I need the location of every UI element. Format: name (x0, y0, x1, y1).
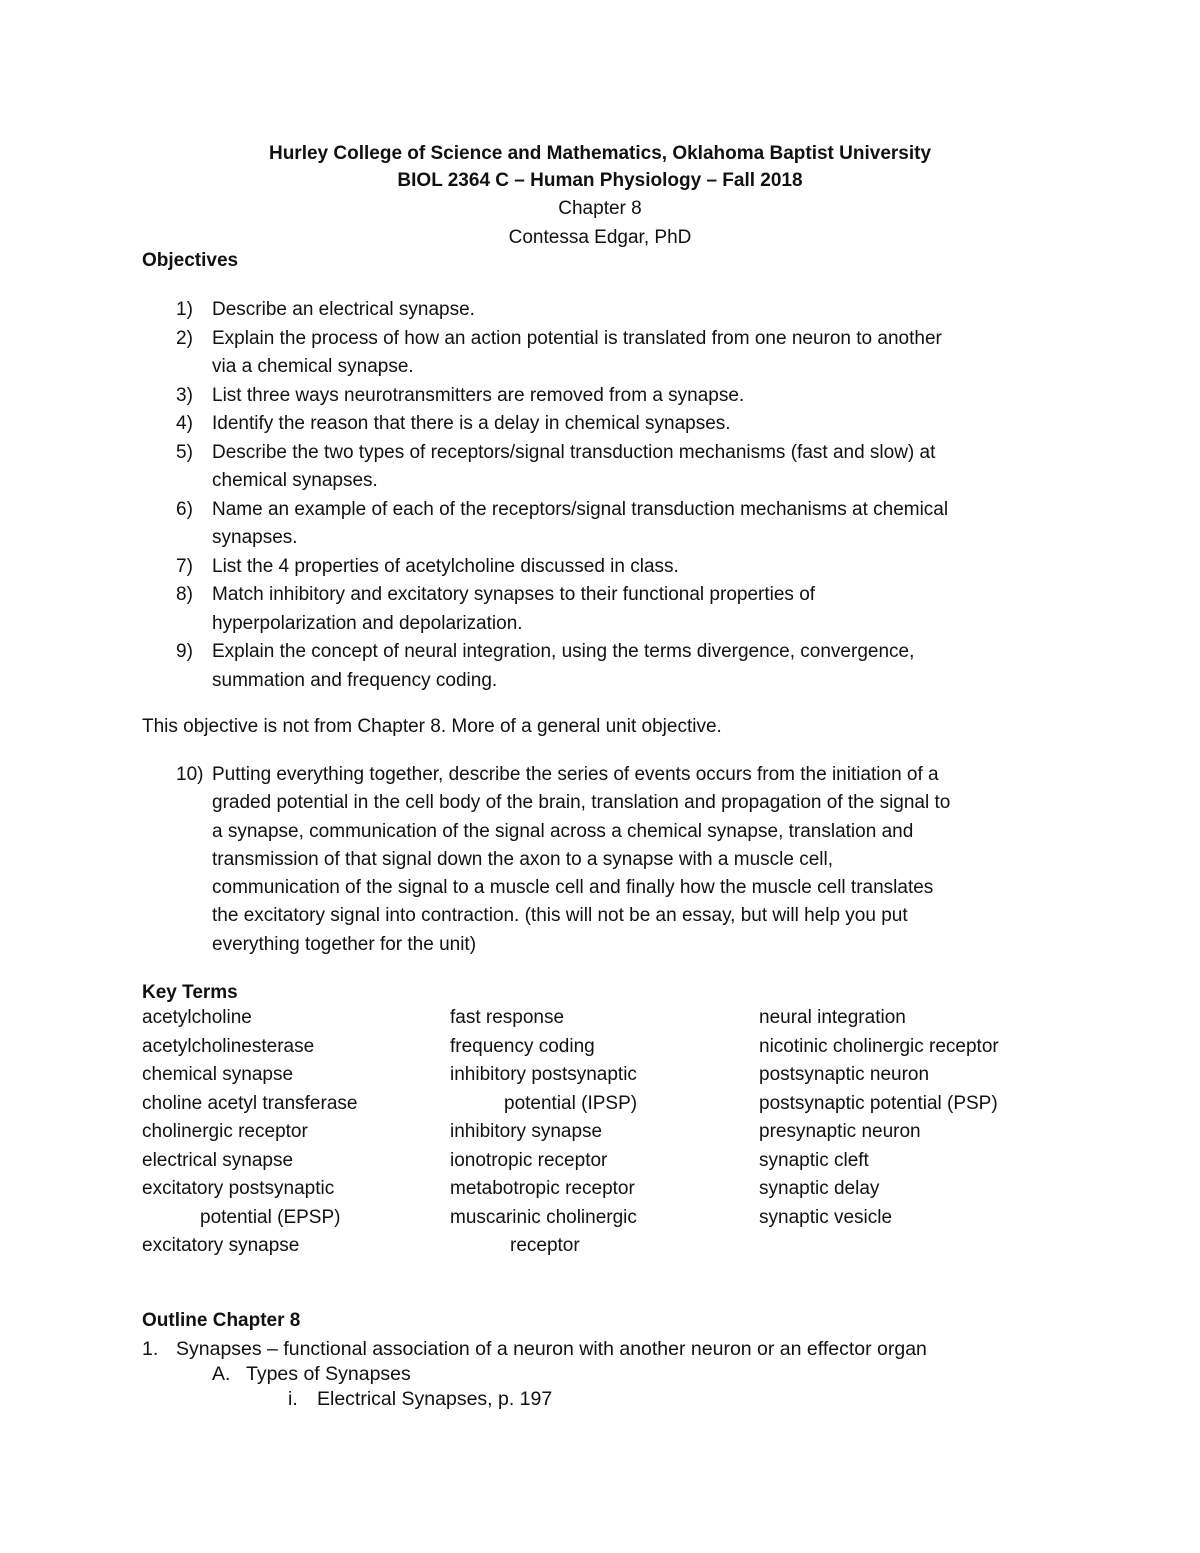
key-term: cholinergic receptor (142, 1121, 308, 1142)
outline-item-level-3 (142, 1387, 1062, 1412)
key-term: chemical synapse (142, 1064, 294, 1085)
objective-item (142, 296, 1062, 325)
outline-marker: A. (212, 1363, 231, 1385)
outline-item-level-2 (142, 1362, 1062, 1387)
objectives-heading: Objectives (142, 250, 239, 271)
objective-item (142, 638, 1062, 695)
key-term: electrical synapse (142, 1149, 294, 1171)
objective-note: This objective is not from Chapter 8. More of a general unit objective. (142, 716, 722, 737)
key-term: excitatory synapse (142, 1235, 300, 1256)
objective-number: 6) (176, 498, 193, 520)
key-term: potential (IPSP) (504, 1092, 638, 1114)
objective-number: 9) (176, 641, 193, 662)
key-term: metabotropic receptor (450, 1178, 635, 1199)
key-term: inhibitory postsynaptic (450, 1064, 637, 1085)
objective-number: 10) (176, 764, 204, 785)
key-term: synaptic vesicle (759, 1206, 893, 1228)
objective-number: 7) (176, 555, 193, 577)
key-terms-heading: Key Terms (142, 982, 238, 1003)
objective-item (142, 439, 1062, 496)
objective-text-line: Describe an electrical synapse. (212, 299, 475, 320)
objective-text-line: communication of the signal to a muscle cell and finally how the muscle cell translates (212, 877, 934, 899)
key-terms-column-2 (450, 1004, 637, 1261)
objective-text-line: Name an example of each of the receptors/signal transduction mechanisms at chemical (212, 498, 949, 520)
document-header (0, 140, 1200, 252)
objective-text-line: transmission of that signal down the axon to a synapse with a muscle cell, (212, 848, 833, 870)
objective-text-line: List three ways neurotransmitters are removed from a synapse. (212, 384, 745, 406)
key-term: postsynaptic neuron (759, 1064, 930, 1085)
objective-text-line: a synapse, communication of the signal across a chemical synapse, translation and (212, 820, 914, 842)
objective-number: 4) (176, 413, 193, 434)
outline-list (142, 1337, 1062, 1412)
objective-item (142, 325, 1062, 382)
key-term: nicotinic cholinergic receptor (759, 1035, 999, 1057)
key-term: ionotropic receptor (450, 1149, 608, 1171)
objective-number: 2) (176, 327, 193, 349)
objective-text-line: Explain the concept of neural integration, using the terms divergence, convergence, (212, 641, 915, 662)
outline-marker: 1. (142, 1338, 159, 1360)
outline-marker: i. (288, 1388, 298, 1410)
objective-text-line: Match inhibitory and excitatory synapses to their functional properties of (212, 584, 816, 605)
objectives-list (142, 296, 1062, 695)
outline-text: Types of Synapses (246, 1363, 411, 1385)
key-term: receptor (510, 1235, 580, 1256)
key-term: excitatory postsynaptic (142, 1178, 335, 1199)
objective-number: 1) (176, 299, 193, 320)
objective-number: 3) (176, 384, 193, 406)
objective-item (142, 761, 1062, 959)
instructor-name: Contessa Edgar, PhD (508, 227, 692, 248)
objective-text-line: Describe the two types of receptors/signal transduction mechanisms (fast and slow) at (212, 441, 936, 463)
key-term: potential (EPSP) (200, 1206, 341, 1228)
key-term: choline acetyl transferase (142, 1092, 358, 1114)
key-terms-column-1 (142, 1004, 357, 1261)
objective-text-line: summation and frequency coding. (212, 669, 498, 691)
key-term: neural integration (759, 1007, 906, 1028)
objective-text-line: Identify the reason that there is a delay in chemical synapses. (212, 413, 731, 434)
objective-text-line: Explain the process of how an action potential is translated from one neuron to another (212, 327, 942, 349)
objective-item (142, 496, 1062, 553)
objective-10 (142, 761, 1062, 959)
key-term: acetylcholinesterase (142, 1035, 315, 1057)
objective-item (142, 382, 1062, 411)
objective-item (142, 553, 1062, 582)
key-term: synaptic delay (759, 1178, 880, 1199)
objective-text-line: graded potential in the cell body of the brain, translation and propagation of the signal to (212, 792, 951, 814)
outline-heading: Outline Chapter 8 (142, 1310, 301, 1331)
college-title: Hurley College of Science and Mathematics, Oklahoma Baptist University (268, 143, 932, 164)
key-term: fast response (450, 1007, 565, 1028)
objective-text-line: chemical synapses. (212, 470, 378, 491)
chapter-label: Chapter 8 (558, 198, 642, 219)
objective-text-line: via a chemical synapse. (212, 356, 414, 377)
key-terms-column-3 (759, 1004, 999, 1232)
outline-text: Electrical Synapses, p. 197 (317, 1388, 553, 1410)
objective-text-line: List the 4 properties of acetylcholine discussed in class. (212, 555, 679, 577)
objective-text-line: synapses. (212, 527, 298, 548)
key-term: frequency coding (450, 1035, 595, 1057)
key-term: synaptic cleft (759, 1149, 869, 1171)
outline-item-level-1 (142, 1337, 1062, 1362)
outline-text: Synapses – functional association of a neuron with another neuron or an effector organ (176, 1338, 927, 1360)
objective-text-line: everything together for the unit) (212, 933, 477, 955)
key-term: presynaptic neuron (759, 1121, 921, 1142)
objective-text-line: the excitatory signal into contraction. (this will not be an essay, but will help you put (212, 905, 908, 927)
key-term: muscarinic cholinergic (450, 1206, 637, 1228)
course-title: BIOL 2364 C – Human Physiology – Fall 2018 (397, 170, 803, 191)
key-term: inhibitory synapse (450, 1121, 603, 1142)
objective-text-line: Putting everything together, describe the series of events occurs from the initiation of a (212, 764, 939, 785)
objective-item (142, 410, 1062, 439)
objective-number: 5) (176, 441, 193, 463)
objective-number: 8) (176, 584, 193, 605)
key-term: postsynaptic potential (PSP) (759, 1092, 998, 1114)
objective-text-line: hyperpolarization and depolarization. (212, 612, 523, 634)
key-term: acetylcholine (142, 1007, 252, 1028)
objective-item (142, 581, 1062, 638)
